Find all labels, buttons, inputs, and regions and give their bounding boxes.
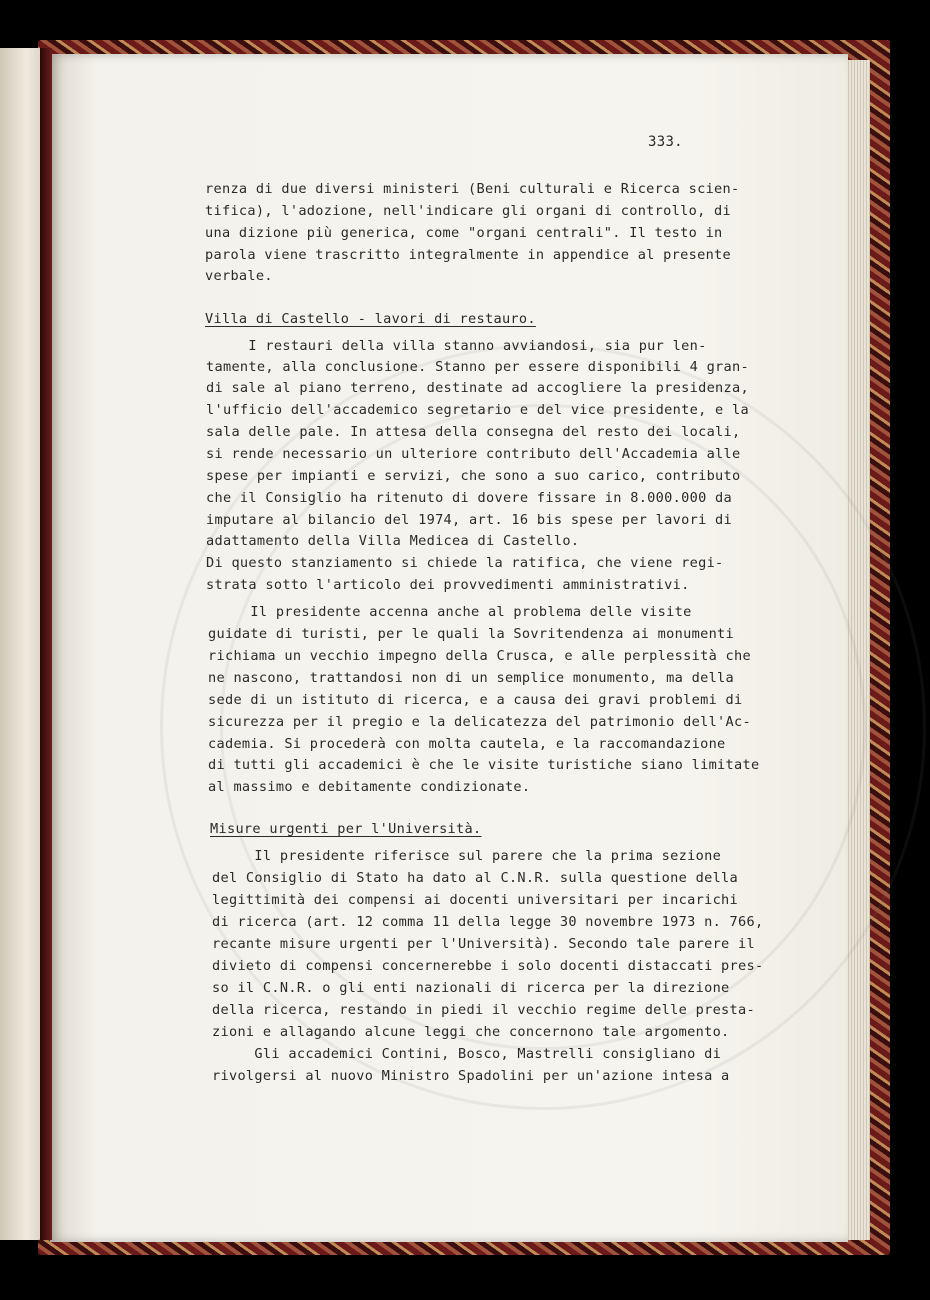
section-heading: Villa di Castello - lavori di restauro.	[205, 311, 536, 327]
text-line: tifica), l'adozione, nell'indicare gli organi di controllo, di	[205, 203, 732, 219]
text-line: tamente, alla conclusione. Stanno per essere disponibili 4 gran-	[206, 359, 749, 375]
text-line: guidate di turisti, per le quali la Sovritendenza ai monumenti	[208, 626, 735, 642]
text-line: Il presidente accenna anche al problema delle visite	[208, 604, 692, 620]
text-line: richiama un vecchio impegno della Crusca, e alle perplessità che	[208, 648, 751, 664]
text-line: di ricerca (art. 12 comma 11 della legge 30 novembre 1973 n. 766,	[212, 914, 764, 930]
text-line: zioni e allagando alcune leggi che concernono tale argomento.	[212, 1024, 730, 1040]
text-line: recante misure urgenti per l'Università). Secondo tale parere il	[212, 936, 755, 952]
text-line: I restauri della villa stanno avviandosi, sia pur len-	[206, 338, 707, 354]
text-line: sede di un istituto di ricerca, e a causa dei gravi problemi di	[208, 692, 743, 708]
text-line: rivolgersi al nuovo Ministro Spadolini per un'azione intesa a	[212, 1068, 730, 1084]
text-line: sicurezza per il pregio e la delicatezza del patrimonio dell'Ac-	[208, 714, 751, 730]
book-gutter	[40, 48, 52, 1240]
text-line: imputare al bilancio del 1974, art. 16 bis spese per lavori di	[206, 512, 733, 528]
text-line: legittimità dei compensi ai docenti universitari per incarichi	[212, 892, 739, 908]
text-line: che il Consiglio ha ritenuto di dovere fissare in 8.000.000 da	[206, 490, 733, 506]
section-heading: Misure urgenti per l'Università.	[210, 821, 482, 837]
text-line: verbale.	[205, 268, 273, 284]
text-line: strata sotto l'articolo dei provvedimenti amministrativi.	[206, 577, 690, 593]
page-number: 333.	[648, 134, 683, 150]
text-line: ne nascono, trattandosi non di un semplice monumento, ma della	[208, 670, 735, 686]
text-line: al massimo e debitamente condizionate.	[208, 779, 531, 795]
left-page-edge	[0, 48, 44, 1240]
text-line: Gli accademici Contini, Bosco, Mastrelli consigliano di	[212, 1046, 722, 1062]
text-line: si rende necessario un ulteriore contributo dell'Accademia alle	[206, 446, 741, 462]
text-line: di tutti gli accademici è che le visite turistiche siano limitate	[208, 757, 760, 773]
text-line: della ricerca, restando in piedi il vecchio regime delle presta-	[212, 1002, 755, 1018]
text-line: Di questo stanziamento si chiede la ratifica, che viene regi-	[206, 555, 724, 571]
text-line: una dizione più generica, come "organi centrali". Il testo in	[205, 225, 723, 241]
text-line: spese per impianti e servizi, che sono a suo carico, contributo	[206, 468, 741, 484]
text-line: cademia. Si procederà con molta cautela, e la raccomandazione	[208, 736, 726, 752]
text-line: l'ufficio dell'accademico segretario e del vice presidente, e la	[206, 402, 749, 418]
text-line: divieto di compensi concernerebbe i solo docenti distaccati pres-	[212, 958, 764, 974]
text-line: sala delle pale. In attesa della consegna del resto dei locali,	[206, 424, 741, 440]
text-line: renza di due diversi ministeri (Beni culturali e Ricerca scien-	[205, 181, 740, 197]
text-line: Il presidente riferisce sul parere che la prima sezione	[212, 848, 722, 864]
text-line: del Consiglio di Stato ha dato al C.N.R. sulla questione della	[212, 870, 739, 886]
text-line: so il C.N.R. o gli enti nazionali di ricerca per la direzione	[212, 980, 730, 996]
text-line: di sale al piano terreno, destinate ad accogliere la presidenza,	[206, 380, 749, 396]
text-line: adattamento della Villa Medicea di Castello.	[206, 533, 580, 549]
text-line: parola viene trascritto integralmente in appendice al presente	[205, 247, 732, 263]
